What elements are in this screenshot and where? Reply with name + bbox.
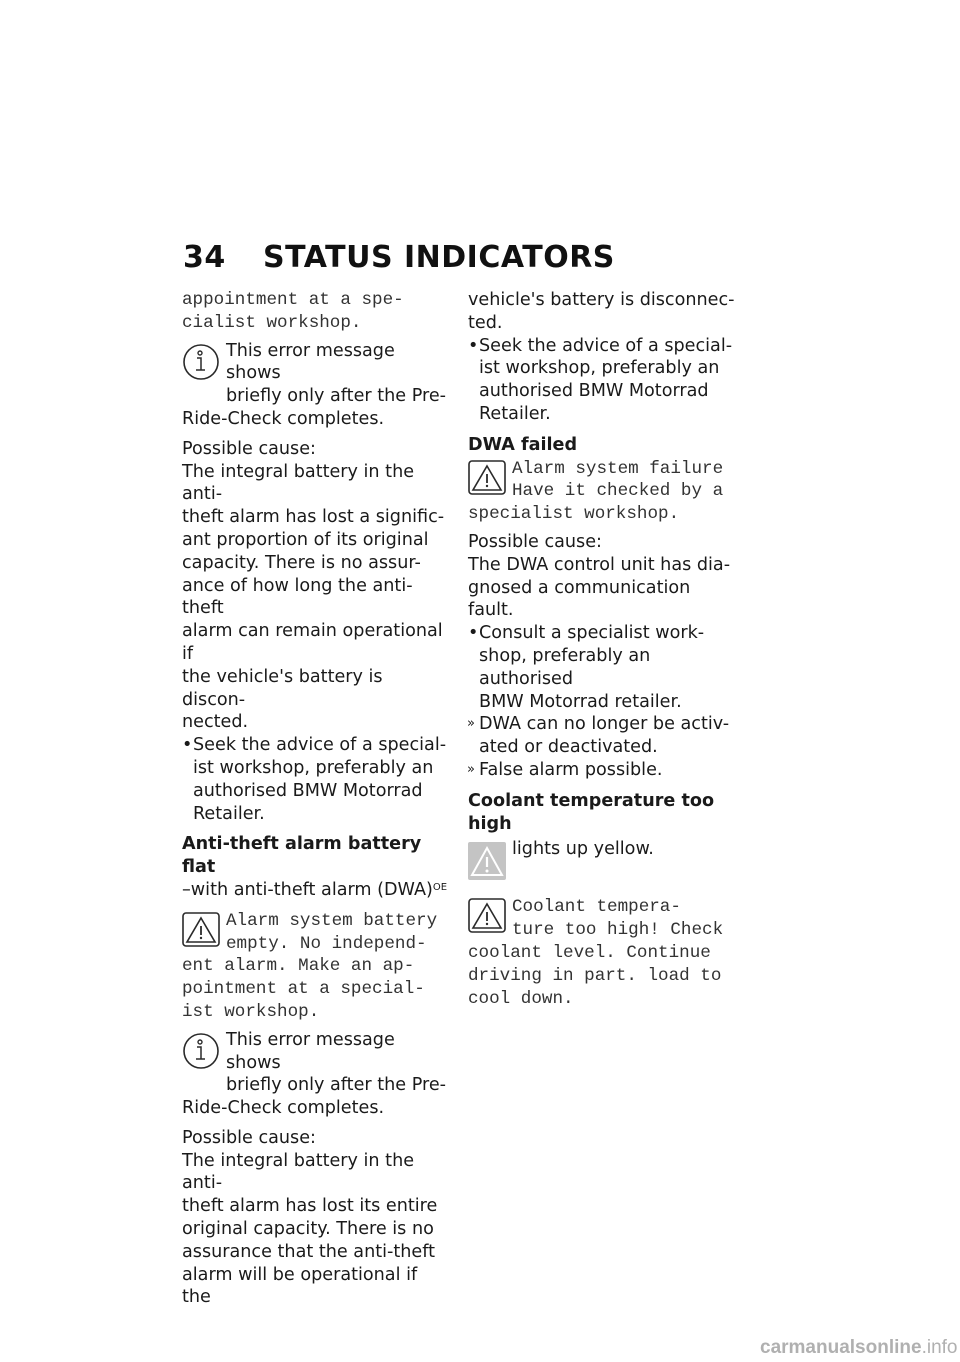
message-line: Have it checked by a — [512, 481, 724, 502]
action-bullet — [468, 622, 736, 713]
equipment-note — [182, 879, 450, 902]
left-column — [182, 289, 450, 1316]
action-bullet — [468, 335, 736, 426]
message-line: empty. No independ- — [226, 933, 427, 954]
bullet-line: Retailer. — [479, 403, 551, 424]
cause-line: ance of how long the anti-theft — [182, 575, 413, 619]
bullet-line: Seek the advice of a special- — [479, 335, 733, 356]
bullet-line: shop, preferably an authorised — [479, 645, 651, 689]
info-icon — [182, 1032, 220, 1070]
consequence-icon: » — [467, 761, 475, 777]
bullet-line: Consult a specialist work- — [479, 623, 705, 644]
cause-line: ant proportion of its original — [182, 529, 429, 550]
message-line: cialist workshop. — [182, 312, 362, 333]
display-message — [468, 458, 736, 526]
watermark-suffix: .info — [921, 1337, 958, 1358]
message-line: specialist workshop. — [468, 504, 680, 525]
section-heading-coolant: Coolant temperature too high — [468, 790, 715, 834]
cause-line: assurance that the anti-theft — [182, 1241, 436, 1262]
cause-line: alarm can remain operational if — [182, 621, 443, 664]
watermark — [760, 1337, 957, 1359]
info-line: Ride-Check completes. — [182, 408, 385, 429]
message-line: ist workshop. — [182, 1001, 320, 1022]
info-note — [182, 340, 450, 431]
consequence-line: ated or deactivated. — [479, 737, 658, 758]
bullet-line: ist workshop, preferably an — [479, 358, 720, 379]
bullet-icon: • — [182, 735, 193, 756]
consequence-icon: » — [467, 716, 475, 732]
optional-equipment-badge: OE — [432, 881, 448, 893]
watermark-bold: carmanualsonline — [760, 1337, 922, 1358]
message-line: ture too high! Check — [512, 920, 724, 941]
warning-triangle-icon — [468, 896, 506, 934]
equipment-text: –with anti-theft alarm (DWA) — [182, 879, 433, 900]
message-line: Alarm system failure — [512, 458, 724, 479]
consequence-line: False alarm possible. — [479, 759, 663, 780]
bullet-line: ist workshop, preferably an — [193, 757, 434, 778]
possible-cause — [182, 438, 450, 734]
message-line: pointment at a special- — [182, 979, 425, 1000]
cause-line: The integral battery in the anti- — [182, 461, 415, 505]
cause-line: Possible cause: — [182, 1127, 316, 1148]
consequence-item — [468, 759, 736, 782]
cause-line: original capacity. There is no — [182, 1219, 434, 1240]
info-line: This error message shows — [226, 1029, 395, 1073]
message-line: coolant level. Continue — [468, 942, 711, 963]
cause-line: gnosed a communication fault. — [468, 577, 691, 621]
section-heading-dwa-failed: DWA failed — [468, 434, 578, 455]
message-line: appointment at a spe- — [182, 290, 404, 310]
bullet-line: authorised BMW Motorrad — [193, 780, 423, 801]
cause-line: The integral battery in the anti- — [182, 1150, 415, 1194]
info-note — [182, 1029, 450, 1120]
cause-line: nected. — [182, 712, 249, 733]
text-line: ted. — [468, 312, 503, 333]
message-line: Coolant tempera- — [512, 897, 681, 918]
cause-line: the vehicle's battery is discon- — [182, 666, 383, 710]
cause-line: theft alarm has lost its entire — [182, 1196, 438, 1217]
bullet-line: authorised BMW Motorrad — [479, 381, 709, 402]
info-icon — [182, 343, 220, 381]
info-line: briefly only after the Pre- — [226, 1075, 447, 1096]
text-line: vehicle's battery is disconnec- — [468, 290, 735, 310]
message-line: Alarm system battery — [226, 910, 438, 931]
continued-message — [182, 289, 450, 335]
page-header — [183, 240, 615, 275]
bullet-icon: • — [468, 623, 479, 644]
message-line: cool down. — [468, 988, 574, 1009]
message-line: driving in part. load to — [468, 965, 722, 986]
action-bullet — [182, 734, 450, 825]
warning-triangle-icon — [468, 458, 506, 496]
page-number: 34 — [183, 240, 226, 275]
cause-line: The DWA control unit has dia- — [468, 554, 731, 575]
warning-light-note — [468, 838, 736, 882]
consequence-item — [468, 713, 736, 759]
cause-line: alarm will be operational if the — [182, 1264, 418, 1308]
cause-line: Possible cause: — [468, 531, 602, 552]
info-line: briefly only after the Pre- — [226, 386, 447, 407]
info-line: Ride-Check completes. — [182, 1098, 385, 1119]
cause-line: capacity. There is no assur- — [182, 552, 421, 573]
consequence-line: DWA can no longer be activ- — [479, 714, 730, 735]
light-status-text: lights up yellow. — [512, 839, 654, 860]
bullet-line: Retailer. — [193, 803, 265, 824]
message-line: ent alarm. Make an ap- — [182, 956, 415, 977]
display-message — [182, 910, 450, 1024]
bullet-line: Seek the advice of a special- — [193, 735, 447, 756]
page-title: STATUS INDICATORS — [263, 240, 615, 275]
bullet-line: BMW Motorrad retailer. — [479, 691, 682, 712]
cause-line: theft alarm has lost a signific- — [182, 507, 445, 528]
info-line: This error message shows — [226, 340, 395, 384]
general-warning-light-icon — [468, 842, 506, 880]
bullet-icon: • — [468, 335, 479, 356]
section-heading-battery-flat: Anti-theft alarm battery flat — [182, 834, 422, 878]
cause-line: Possible cause: — [182, 438, 316, 459]
right-column — [468, 289, 736, 1015]
warning-triangle-icon — [182, 910, 220, 948]
possible-cause — [468, 531, 736, 622]
continued-text — [468, 289, 736, 335]
display-message — [468, 896, 736, 1010]
possible-cause — [182, 1127, 450, 1309]
